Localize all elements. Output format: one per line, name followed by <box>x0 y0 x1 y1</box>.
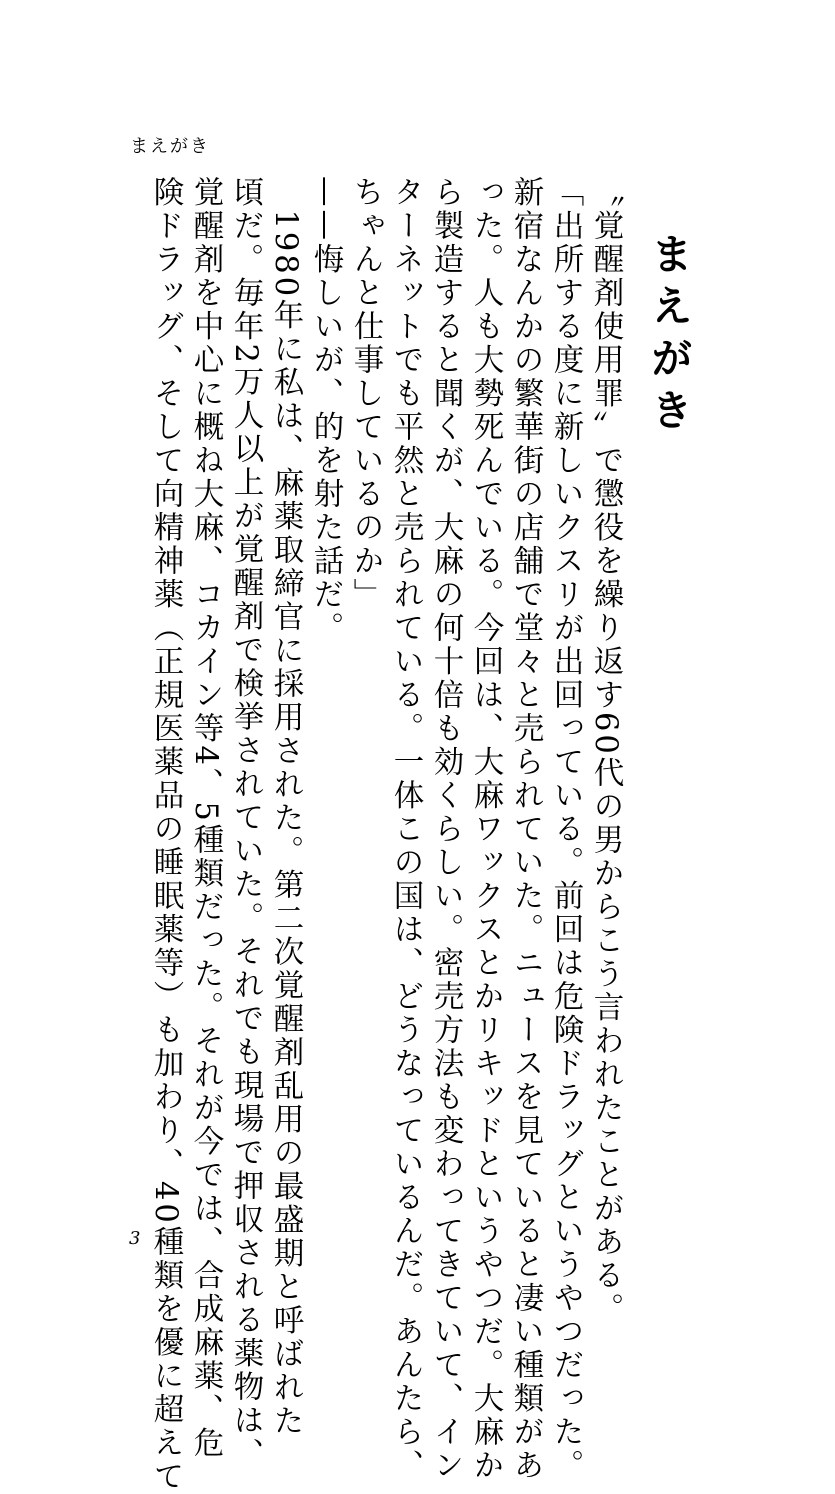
body-line: 頃だ。毎年2万人以上が覚醒剤で検挙されていた。それでも現場で押収される薬物は、 <box>228 176 263 1472</box>
body-line: 険ドラッグ、そして向精神薬（正規医薬品の睡眠薬等）も加わり、40種類を優に超えて <box>148 176 183 1494</box>
body-line: ターネットでも平然と売られている。一体この国は、どうなっているんだ。あんたら、 <box>388 176 423 1483</box>
body-line: 覚醒剤を中心に概ね大麻、コカイン等4、5種類だった。それが今では、合成麻薬、危 <box>188 176 223 1461</box>
body-line: ——悔しいが、的を射た話だ。 <box>308 176 343 645</box>
body-text <box>105 176 625 1494</box>
body-line: 1980年に私は、麻薬取締官に採用された。第二次覚醒剤乱用の最盛期と呼ばれた <box>268 176 303 1439</box>
running-head: まえがき <box>130 136 210 157</box>
body-line: った。人も大勢死んでいる。今回は、大麻ワックスとかリキッドというやつだ。大麻か <box>468 176 503 1483</box>
body-line: ちゃんと仕事しているのか」 <box>348 176 383 612</box>
body-line: 〝覚醒剤使用罪〟で懲役を繰り返す60代の男からこう言われたことがある。 <box>588 176 623 1327</box>
body-line: 「出所する度に新しいクスリが出回っている。前回は危険ドラッグというやつだった。 <box>548 176 583 1483</box>
body-line: 新宿なんかの繁華街の店舗で堂々と売られていた。ニュースを見ていると凄い種類があ <box>508 176 543 1483</box>
page-number: 3 <box>129 1228 141 1249</box>
body-line: ら製造すると聞くが、大麻の何十倍も効くらしい。密売方法も変わってきていて、イン <box>428 176 463 1483</box>
chapter-title: まえがき <box>645 232 694 440</box>
